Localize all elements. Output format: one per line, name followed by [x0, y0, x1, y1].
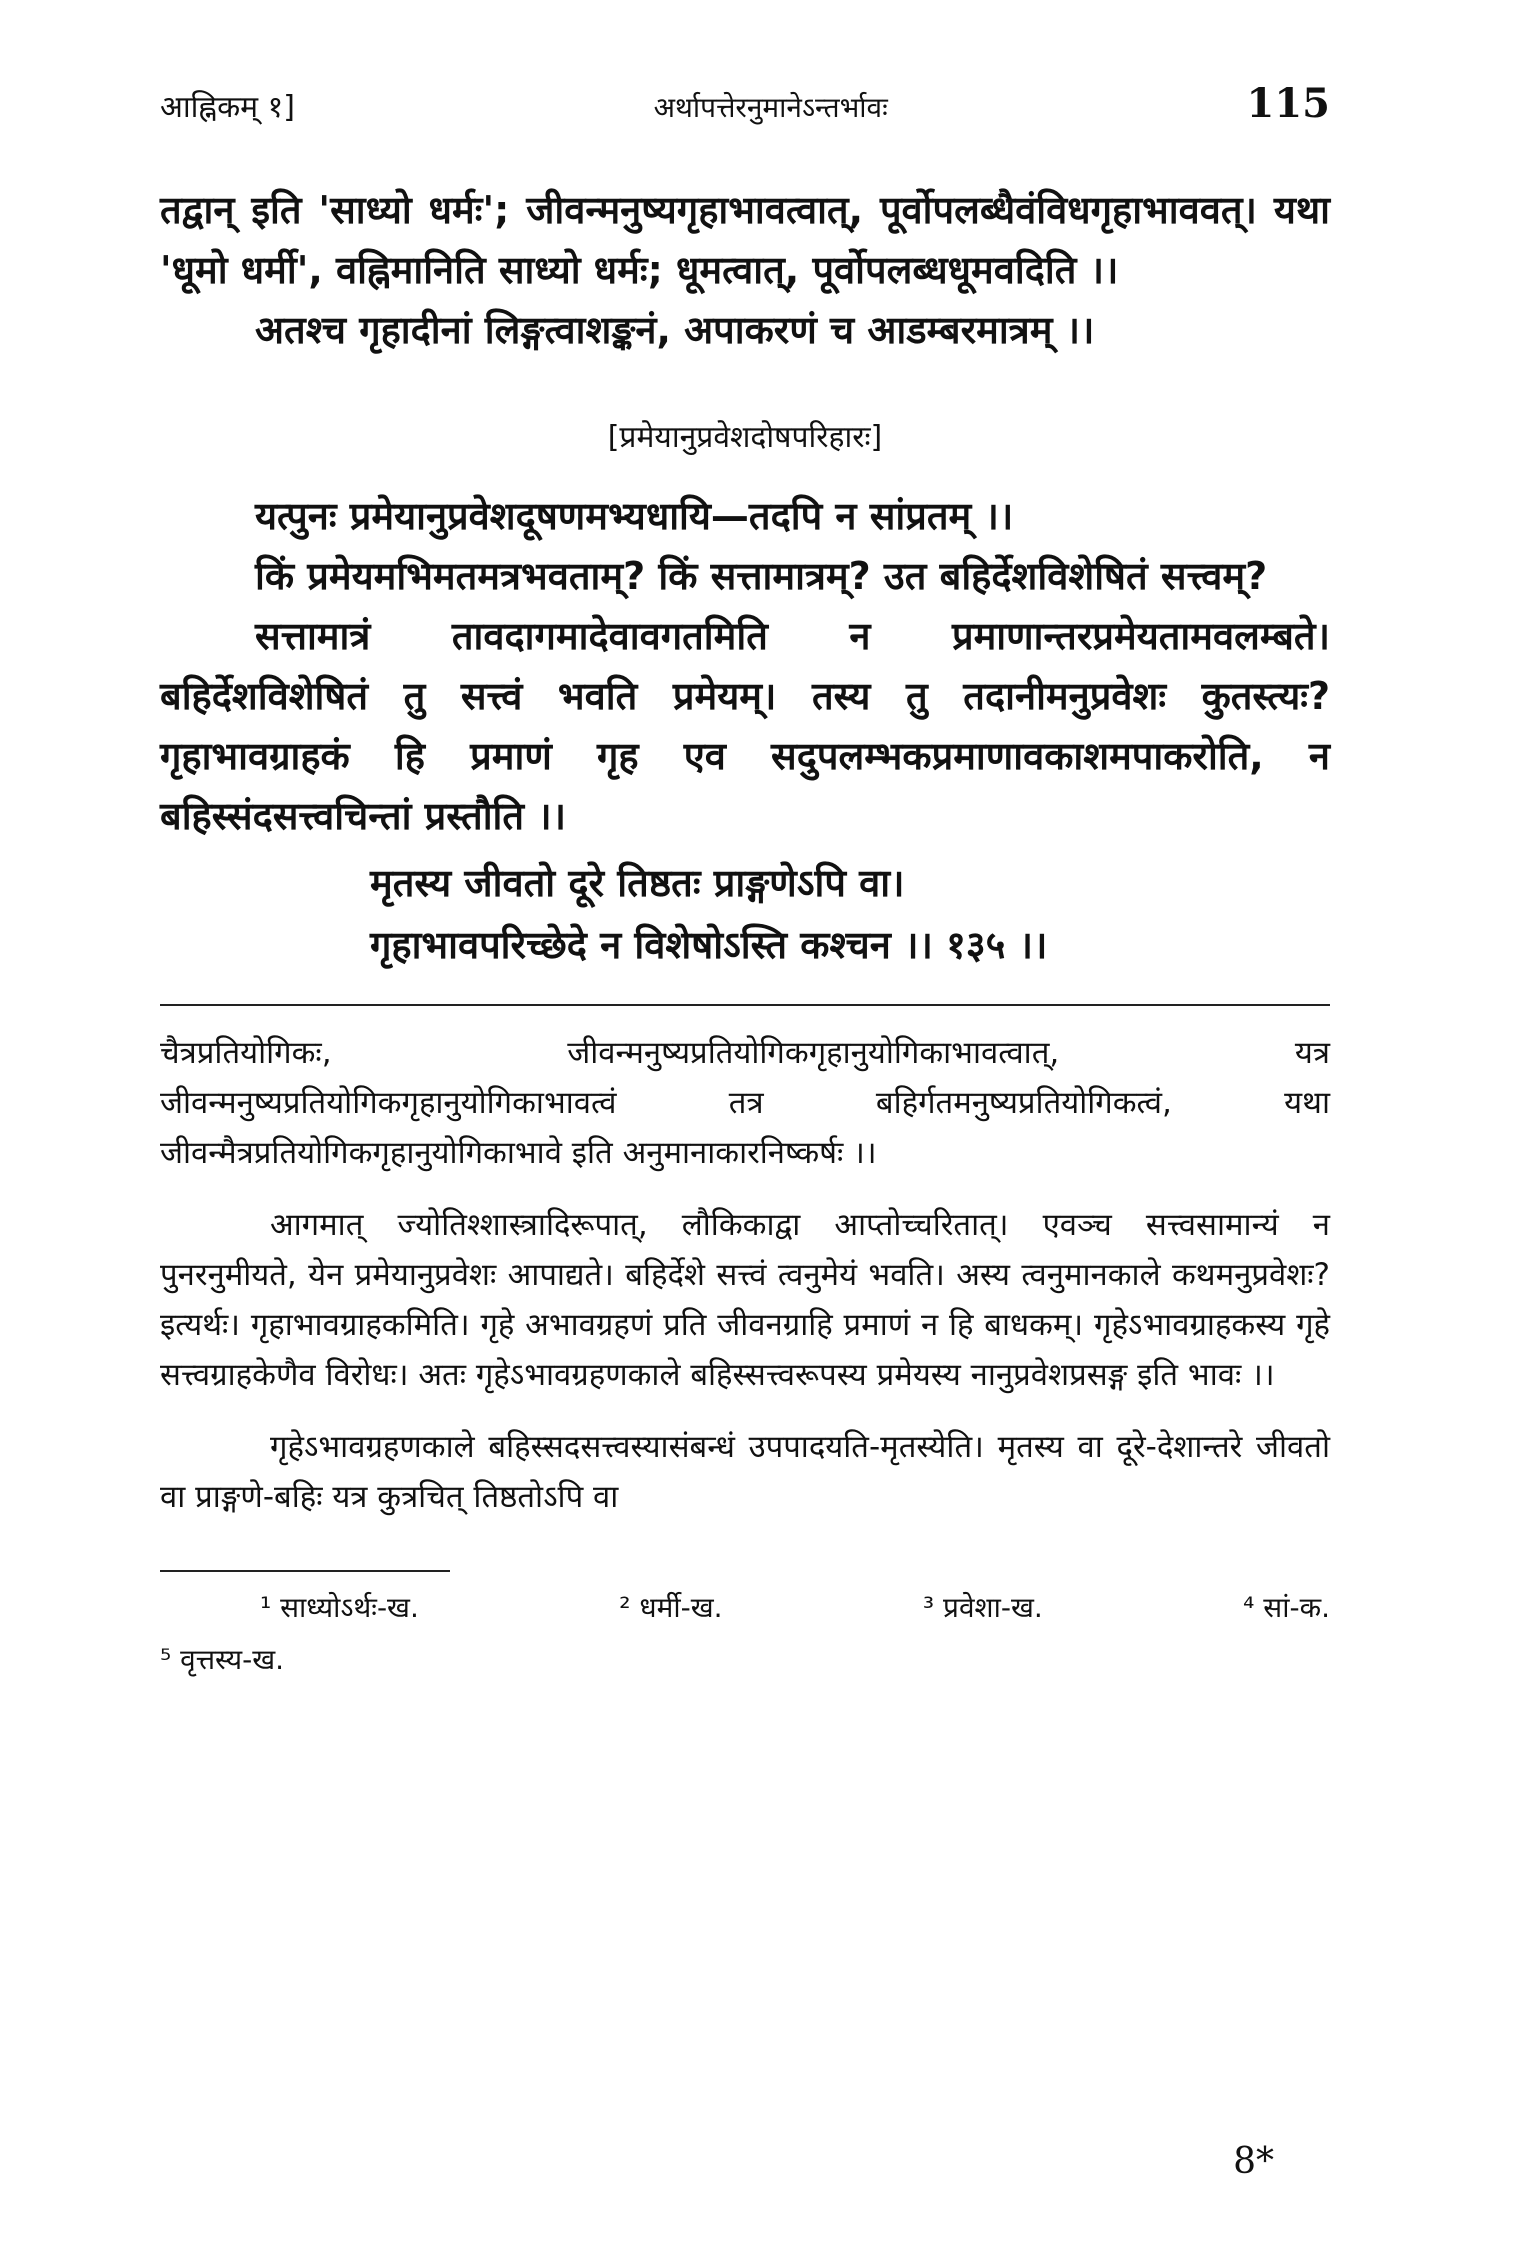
commentary-paragraph-2: आगमात् ज्योतिश्शास्त्रादिरूपात्, लौकिकाद्वा आप्तोच्चरितात्। एवञ्च सत्त्वसामान्यं न पुनरनुमीयते, येन प्रमेयानुप्रवेशः आपाद्यते। बहिर्देशे सत्त्वं त्वनुमेयं भवति। अस्य त्वनुमानकाले कथमनुप्रवेशः? इत्यर्थः। गृहाभावग्राहकमिति। गृहे अभावग्रहणं प्रति जीवनग्राहि प्रमाणं न हि बाधकम्। गृहेऽभावग्राहकस्य गृहे सत्त्वग्राहकेणैव विरोधः। अतः गृहेऽभावग्रहणकाले बहिस्सत्त्वरूपस्य प्रमेयस्य नानुप्रवेशप्रसङ्ग इति भावः ।। — [160, 1207, 1330, 1393]
footnote-divider — [160, 1570, 450, 1572]
commentary-divider — [160, 1004, 1330, 1006]
page-number: 115 — [1246, 80, 1330, 127]
signature-mark: 8* — [1233, 2141, 1274, 2182]
commentary — [160, 1028, 1330, 1522]
main-paragraph-3: यत्पुनः प्रमेयानुप्रवेशदूषणमभ्यधायि—तदपि न सांप्रतम् ।। — [255, 494, 1014, 538]
verse-line-1: मृतस्य जीवतो दूरे तिष्ठतः प्राङ्गणेऽपि वा। — [370, 861, 905, 905]
book-page — [160, 80, 1330, 1686]
main-text — [160, 180, 1330, 846]
footnote-row — [160, 1582, 1330, 1634]
section-marker: आह्निकम् १] — [160, 90, 295, 125]
main-paragraph-1: तद्वान् इति 'साध्यो धर्मः'; जीवन्मनुष्यगृहाभावत्वात्, पूर्वोपलब्धैवंविधगृहाभाववत्। यथा 'धूमो धर्मी', वह्निमानिति साध्यो धर्मः; धूमत्वात्, पूर्वोपलब्धधूमवदिति ।। — [160, 188, 1330, 292]
running-head: अर्थापत्तेरनुमानेऽन्तर्भावः — [653, 91, 888, 124]
main-paragraph-5: सत्तामात्रं तावदागमादेवावगतमिति न प्रमाणान्तरप्रमेयतामवलम्बते। बहिर्देशविशेषितं तु सत्त्वं भवति प्रमेयम्। तस्य तु तदानीमनुप्रवेशः कुतस्त्यः? गृहाभावग्राहकं हि प्रमाणं गृह एव सदुपलम्भकप्रमाणावकाशमपाकरोति, न बहिस्संदसत्त्वचिन्तां प्रस्तौति ।। — [160, 614, 1330, 838]
commentary-paragraph-3: गृहेऽभावग्रहणकाले बहिस्सदसत्त्वस्यासंबन्धं उपपादयति-मृतस्येति। मृतस्य वा दूरे-देशान्तरे जीवतो वा प्राङ्गणे-बहिः यत्र कुत्रचित् तिष्ठतोऽपि वा — [160, 1429, 1330, 1515]
commentary-paragraph-1: चैत्रप्रतियोगिकः, जीवन्मनुष्यप्रतियोगिकगृहानुयोगिकाभावत्वात्, यत्र जीवन्मनुष्यप्रतियोगिकगृहानुयोगिकाभावत्वं तत्र बहिर्गतमनुष्यप्रतियोगिकत्वं, यथा जीवन्मैत्रप्रतियोगिकगृहानुयोगिकाभावे इति अनुमानाकारनिष्कर्षः ।। — [160, 1035, 1330, 1171]
karika-verse — [160, 852, 1330, 976]
footnote-4: ⁴ सां-क. — [1243, 1591, 1330, 1624]
page-header — [160, 80, 1330, 150]
footnote-5: ⁵ वृत्तस्य-ख. — [160, 1643, 285, 1676]
footnote-3: ³ प्रवेशा-ख. — [922, 1591, 1043, 1624]
main-paragraph-4: किं प्रमेयमभिमतमत्रभवताम्? किं सत्तामात्रम्? उत बहिर्देशविशेषितं सत्त्वम्? — [255, 554, 1268, 598]
section-heading: [प्रमेयानुप्रवेशदोषपरिहारः] — [607, 420, 883, 455]
footnotes — [160, 1582, 1330, 1686]
verse-line-2: गृहाभावपरिच्छेदे न विशेषोऽस्ति कश्चन ।। १३५ ।। — [370, 923, 1048, 967]
footnote-1: ¹ साध्योऽर्थः-ख. — [260, 1591, 419, 1624]
footnote-2: ² धर्मी-ख. — [619, 1591, 723, 1624]
main-paragraph-2: अतश्च गृहादीनां लिङ्गत्वाशङ्कनं, अपाकरणं च आडम्बरमात्रम् ।। — [255, 308, 1095, 352]
